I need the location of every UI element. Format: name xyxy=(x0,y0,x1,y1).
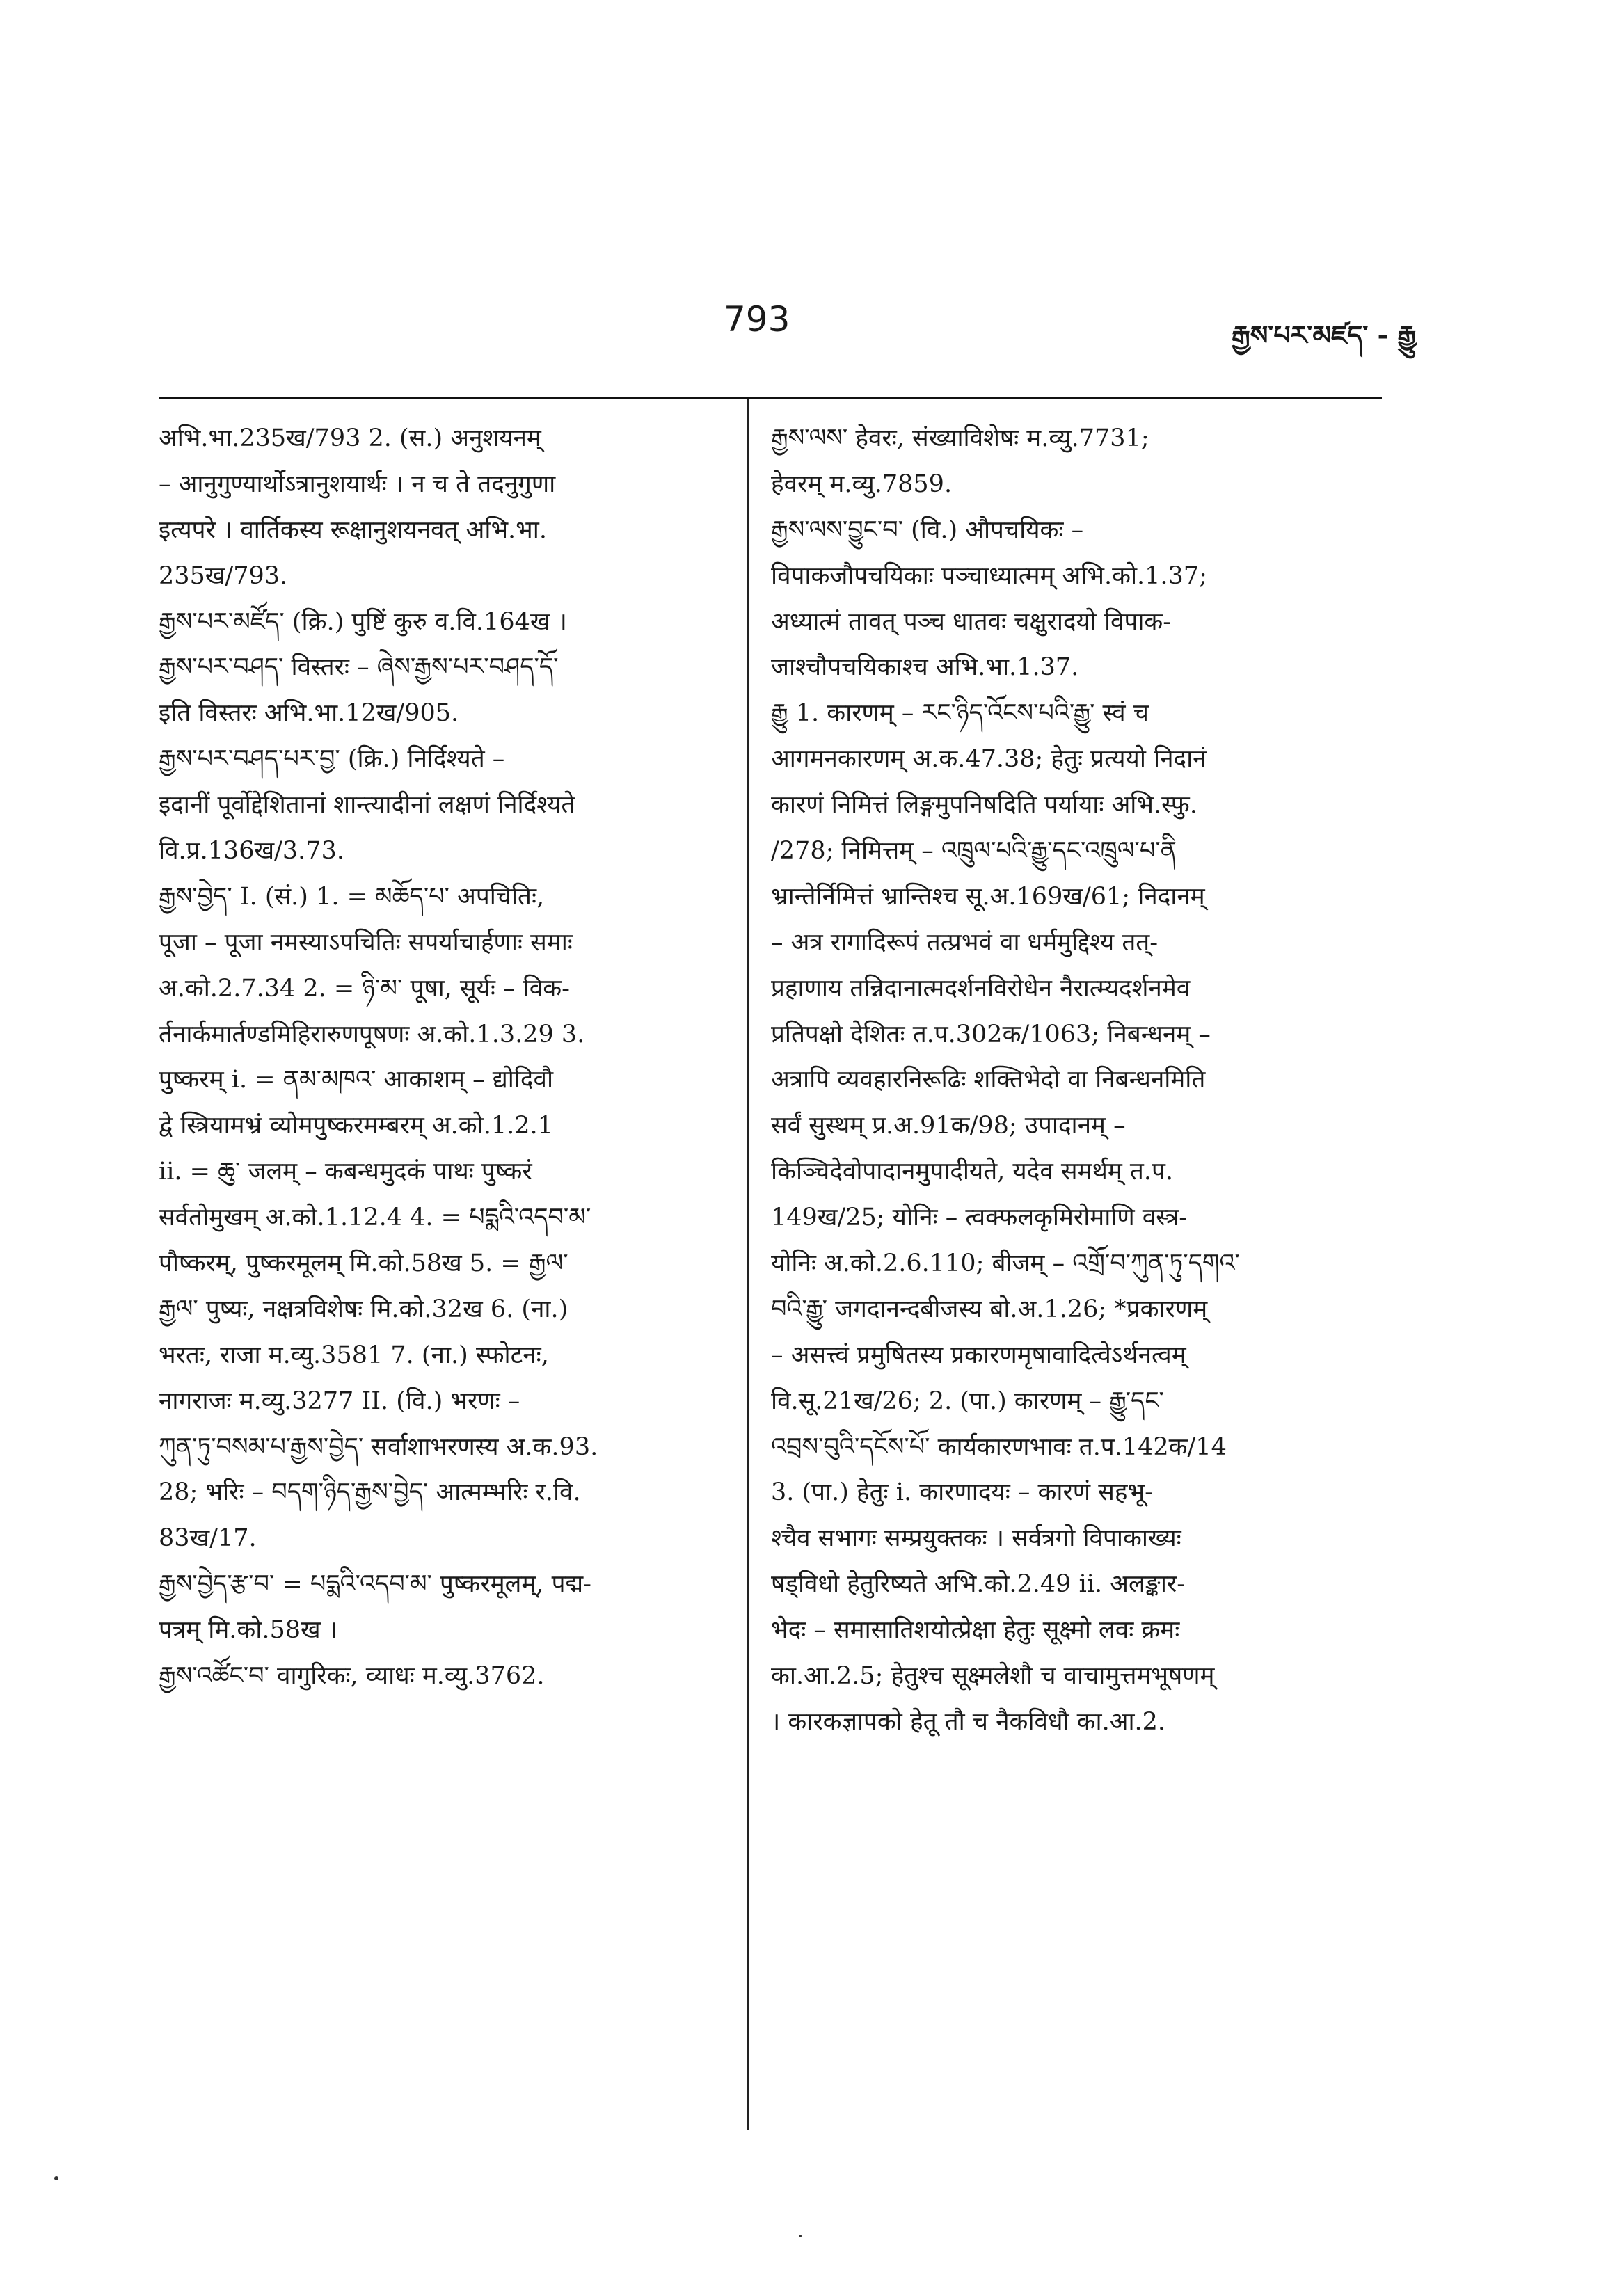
scan-speck xyxy=(799,2235,802,2237)
entry-line: द्वे स्त्रियामभ्रं व्योमपुष्करमम्बरम् अ.को.1.2.1 xyxy=(159,1112,553,1140)
entry-line: རྒྱལ་ पुष्यः, नक्षत्रविशेषः मि.को.32ख 6. (ना.) xyxy=(159,1295,568,1323)
entry-line: वि.सू.21ख/26; 2. (पा.) कारणम् – རྒྱུ་དང་ xyxy=(771,1387,1164,1415)
column-rule xyxy=(747,399,749,2130)
left-column xyxy=(159,416,729,1700)
entry-line: – अत्र रागादिरूपं तत्प्रभवं वा धर्ममुद्दिश्य तत्- xyxy=(771,928,1159,957)
entry-line: རྒྱས་པར་བཤད་པར་བྱ་ (क्रि.) निर्दिश्यते – xyxy=(159,745,505,774)
entry-line: जाश्चौपचयिकाश्च अभि.भा.1.37. xyxy=(771,653,1079,682)
entry-line: र्तनार्कमार्तण्डमिहिरारुणपूषणः अ.को.1.3.29 3. xyxy=(159,1020,585,1048)
entry-line: पुष्करम् i. = ནམ་མཁའ་ आकाशम् – द्योदिवौ xyxy=(159,1066,554,1094)
entry-line: 235ख/793. xyxy=(159,561,288,590)
entry-line: आगमनकारणम् अ.क.47.38; हेतुः प्रत्ययो निदानं xyxy=(771,745,1207,774)
entry-line: རྒྱས་ལས་བྱུང་བ་ (वि.) औपचयिकः – xyxy=(771,516,1084,544)
entry-line: རྒྱས་བྱེད་ I. (सं.) 1. = མཆོད་པ་ अपचितिः, xyxy=(159,882,545,911)
entry-line: འབྲས་བུའི་དངོས་པོ་ कार्यकारणभावः त.प.142क/14 xyxy=(771,1432,1227,1461)
entry-line: རྒྱས་ལས་ हेवरः, संख्याविशेषः म.व्यु.7731; xyxy=(771,424,1149,452)
entry-line: 149ख/25; योनिः – त्वक्फलकृमिरोमाणि वस्त्र- xyxy=(771,1204,1188,1232)
entry-line: ii. = ཆུ་ जलम् – कबन्धमुदकं पाथः पुष्करं xyxy=(159,1158,532,1186)
entry-line: རྒྱས་པར་བཤད་ विस्तरः – ཞེས་རྒྱས་པར་བཤད་དོ་ xyxy=(159,653,559,682)
entry-line: 83ख/17. xyxy=(159,1524,257,1553)
right-column xyxy=(771,416,1382,1746)
entry-line: प्रतिपक्षो देशितः त.प.302क/1063; निबन्धनम् – xyxy=(771,1020,1211,1048)
entry-line: का.आ.2.5; हेतुश्च सूक्ष्मलेशौ च वाचामुत्तमभूषणम् xyxy=(771,1662,1215,1691)
entry-line: /278; निमित्तम् – འཁྲུལ་པའི་རྒྱུ་དང་འཁྲུལ་པ་ནི xyxy=(771,837,1177,865)
header-rule xyxy=(159,397,1382,399)
entry-line: षड्विधो हेतुरिष्यते अभि.को.2.49 ii. अलङ्कार- xyxy=(771,1570,1186,1599)
entry-line: पूजा – पूजा नमस्याऽपचितिः सपर्याचार्हणाः समाः xyxy=(159,928,573,957)
entry-line: वि.प्र.136ख/3.73. xyxy=(159,837,344,865)
running-head: རྒྱས་པར་མཛད་ - རྒྱུ xyxy=(1232,320,1417,351)
entry-line: བའི་རྒྱུ་ जगदानन्दबीजस्य बो.अ.1.26; *प्रकारणम् xyxy=(771,1295,1208,1323)
entry-line: विपाकजौपचयिकाः पञ्चाध्यात्मम् अभि.को.1.37; xyxy=(771,561,1207,590)
entry-line: རྒྱས་བྱེད་རྩ་བ་ = པདྨའི་འདབ་མ་ पुष्करमूलम्, पद्म- xyxy=(159,1570,591,1599)
entry-line: नागराजः म.व्यु.3277 II. (वि.) भरणः – xyxy=(159,1387,520,1415)
entry-line: सर्वतोमुखम् अ.को.1.12.4 4. = པདྨའི་འདབ་མ་ xyxy=(159,1204,591,1232)
entry-line: རྒྱས་པར་མཛོད་ (क्रि.) पुष्टिं कुरु व.वि.164ख । xyxy=(159,607,567,636)
entry-line: རྒྱུ 1. कारणम् – རང་ཉིད་འོངས་པའི་རྒྱུ་ स्वं च xyxy=(771,699,1149,728)
entry-line: अभि.भा.235ख/793 2. (स.) अनुशयनम् xyxy=(159,424,541,452)
entry-line: योनिः अ.को.2.6.110; बीजम् – འགྲོ་བ་ཀུན་ཏུ་དགའ་ xyxy=(771,1250,1240,1278)
entry-line: श्चैव सभागः सम्प्रयुक्तकः । सर्वत्रगो विपाकाख्यः xyxy=(771,1524,1181,1553)
entry-line: अ.को.2.7.34 2. = ཉི་མ་ पूषा, सूर्यः – विक- xyxy=(159,974,570,1003)
entry-line: རྒྱས་འཚོང་བ་ वागुरिकः, व्याधः म.व्यु.3762. xyxy=(159,1662,545,1691)
page-number: 793 xyxy=(724,299,790,340)
entry-line: भ्रान्तेर्निमित्तं भ्रान्तिश्च सू.अ.169ख/61; निदानम् xyxy=(771,882,1205,911)
entry-line: सर्वं सुस्थम् प्र.अ.91क/98; उपादानम् – xyxy=(771,1112,1126,1140)
entry-line: प्रहाणाय तन्निदानात्मदर्शनविरोधेन नैरात्म्यदर्शनमेव xyxy=(771,974,1191,1003)
scan-speck xyxy=(54,2176,58,2180)
entry-line: भरतः, राजा म.व्यु.3581 7. (ना.) स्फोटनः, xyxy=(159,1341,549,1369)
entry-line: – आनुगुण्यार्थोऽत्रानुशयार्थः । न च ते तदनुगुणा xyxy=(159,470,556,498)
entry-line: किञ्चिदेवोपादानमुपादीयते, यदेव समर्थम् त.प. xyxy=(771,1158,1173,1186)
entry-line: पत्रम् मि.को.58ख । xyxy=(159,1616,338,1645)
entry-line: पौष्करम्, पुष्करमूलम् मि.को.58ख 5. = རྒྱལ་ xyxy=(159,1250,568,1278)
entry-line: कारणं निमित्तं लिङ्गमुपनिषदिति पर्यायाः अभि.स्फु. xyxy=(771,791,1197,820)
entry-line: इति विस्तरः अभि.भा.12ख/905. xyxy=(159,699,459,728)
entry-line: इत्यपरे । वार्तिकस्य रूक्षानुशयनवत् अभि.भा. xyxy=(159,516,547,544)
entry-line: अध्यात्मं तावत् पञ्च धातवः चक्षुरादयो विपाक- xyxy=(771,607,1172,636)
entry-line: अत्रापि व्यवहारनिरूढिः शक्तिभेदो वा निबन्धनमिति xyxy=(771,1066,1206,1094)
entry-line: हेवरम् म.व्यु.7859. xyxy=(771,470,953,498)
entry-line: भेदः – समासातिशयोत्प्रेक्षा हेतुः सूक्ष्मो लवः क्रमः xyxy=(771,1616,1180,1645)
entry-line: । कारकज्ञापको हेतू तौ च नैकविधौ का.आ.2. xyxy=(771,1707,1166,1736)
entry-line: 28; भरिः – བདག་ཉིད་རྒྱས་བྱེད་ आत्मम्भरिः र.वि. xyxy=(159,1478,581,1507)
entry-line: – असत्त्वं प्रमुषितस्य प्रकारणमृषावादित्वेऽर्थनत्वम् xyxy=(771,1341,1186,1369)
entry-line: इदानीं पूर्वोद्देशितानां शान्त्यादीनां लक्षणं निर्दिश्यते xyxy=(159,791,575,820)
entry-line: ཀུན་ཏུ་བསམ་པ་རྒྱས་བྱེད་ सर्वाशाभरणस्य अ.क.93. xyxy=(159,1432,598,1461)
entry-line: 3. (पा.) हेतुः i. कारणादयः – कारणं सहभू- xyxy=(771,1478,1153,1507)
